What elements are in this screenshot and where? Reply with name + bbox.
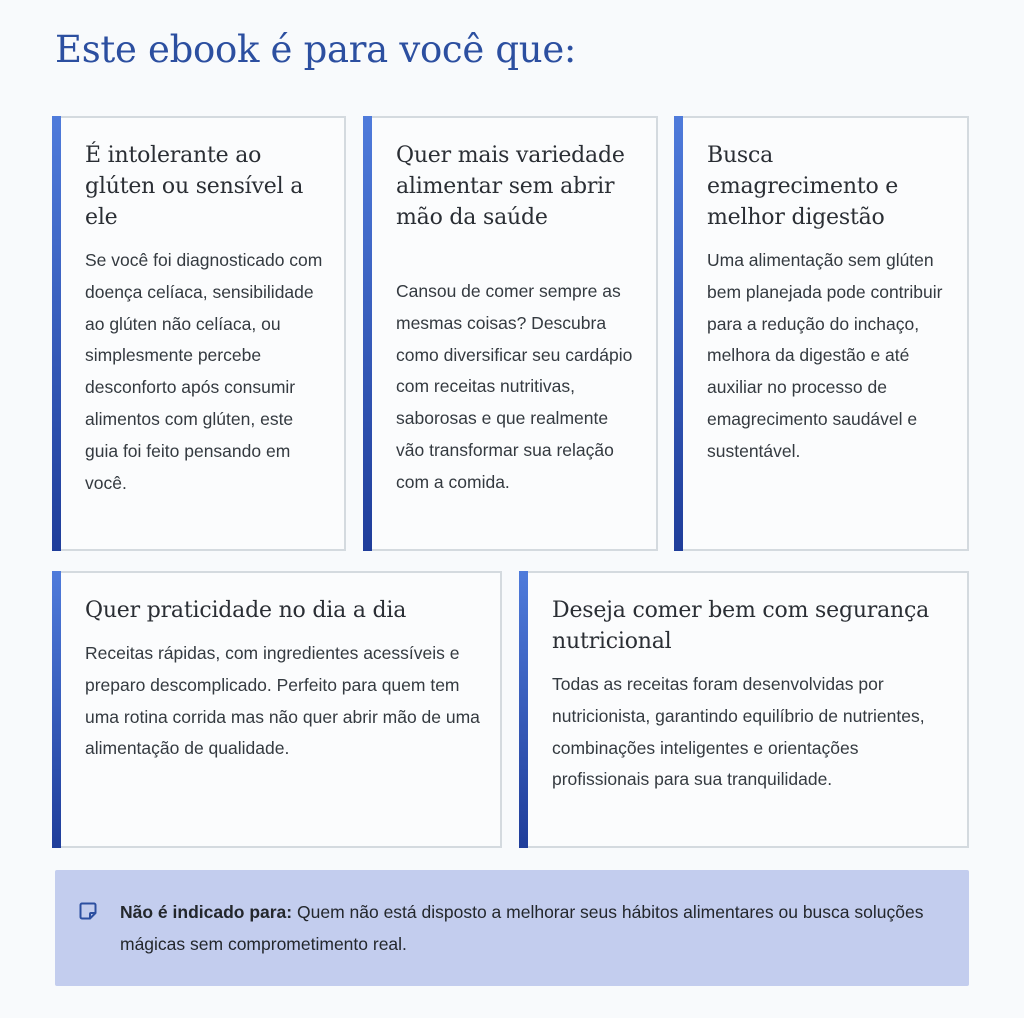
feature-card-nutrition-safety: [519, 571, 969, 848]
card-text: Cansou de comer sempre as mesmas coisas? Descubra como diversificar seu cardápio com receitas nutritivas, saborosas e que realmente vão transformar sua relação com a comida.: [396, 281, 633, 492]
feature-card-gluten-intolerance: [52, 116, 346, 551]
note-body: Quem não está disposto a melhorar seus hábitos alimentares ou busca soluções mágicas sem comprometimento real.: [120, 902, 924, 954]
feature-card-weight-loss: [674, 116, 969, 551]
card-accent-bar: [52, 116, 61, 551]
card-text: Uma alimentação sem glúten bem planejada pode contribuir para a redução do inchaço, melhora da digestão e até auxiliar no processo de emagrecimento saudável e sustentável.: [707, 250, 943, 461]
not-recommended-note: [55, 870, 969, 986]
note-text: [120, 896, 939, 960]
card-title: Deseja comer bem com segurança nutricional: [552, 598, 930, 654]
card-title: Busca emagrecimento e melhor digestão: [707, 143, 899, 230]
page-title: Este ebook é para você que:: [55, 28, 577, 71]
sticky-note-icon: [78, 901, 98, 921]
feature-card-practicality: [52, 571, 502, 848]
card-text: Receitas rápidas, com ingredientes acessíveis e preparo descomplicado. Perfeito para quem tem uma rotina corrida mas não quer abrir mão de uma alimentação de qualidade.: [85, 643, 480, 759]
card-accent-bar: [52, 571, 61, 848]
card-text: Todas as receitas foram desenvolvidas por nutricionista, garantindo equilíbrio de nutrientes, combinações inteligentes e orientações profissionais para sua tranquilidade.: [552, 674, 925, 790]
card-accent-bar: [363, 116, 372, 551]
card-accent-bar: [674, 116, 683, 551]
note-label: Não é indicado para:: [120, 902, 293, 922]
card-title: Quer praticidade no dia a dia: [85, 598, 407, 623]
card-text: Se você foi diagnosticado com doença celíaca, sensibilidade ao glúten não celíaca, ou simplesmente percebe desconforto após consumir alimentos com glúten, este guia foi feito pensando em você.: [85, 250, 323, 493]
card-title: É intolerante ao glúten ou sensível a ele: [85, 143, 304, 230]
feature-card-variety: [363, 116, 658, 551]
card-accent-bar: [519, 571, 528, 848]
card-title: Quer mais variedade alimentar sem abrir mão da saúde: [396, 143, 625, 230]
